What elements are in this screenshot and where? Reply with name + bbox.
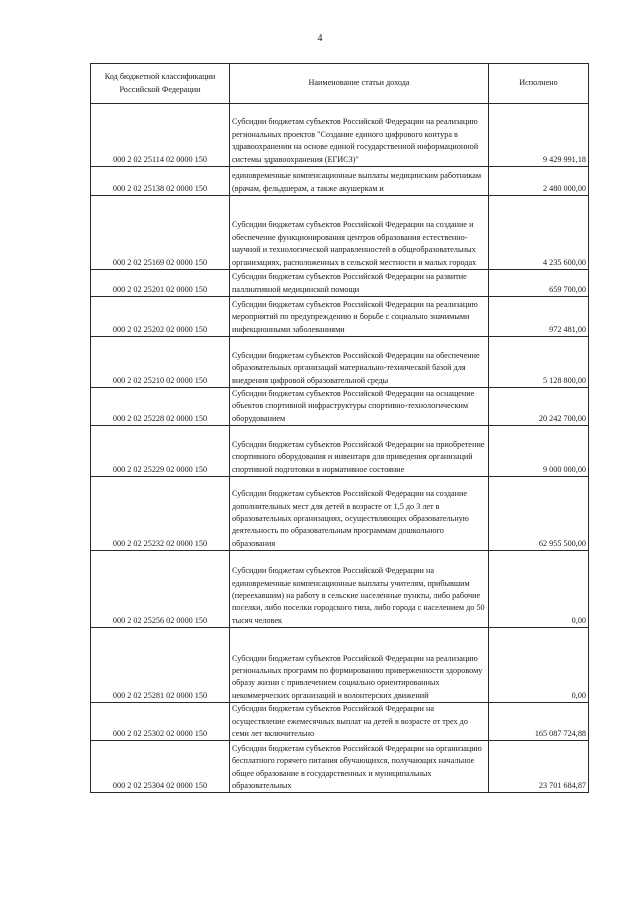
row-code: 000 2 02 25228 02 0000 150 — [91, 388, 230, 426]
row-name: Субсидии бюджетам субъектов Российской Федерации на оснащение объектов спортивной инфраструктуры спортивно-технологическим оборудованием — [230, 388, 489, 426]
row-code: 000 2 02 25281 02 0000 150 — [91, 628, 230, 703]
row-code: 000 2 02 25232 02 0000 150 — [91, 477, 230, 551]
row-code: 000 2 02 25138 02 0000 150 — [91, 167, 230, 196]
row-code: 000 2 02 25114 02 0000 150 — [91, 104, 230, 167]
row-executed: 659 700,00 — [489, 270, 589, 297]
table-row — [91, 167, 589, 196]
row-name: Субсидии бюджетам субъектов Российской Федерации на организацию бесплатного горячего питания обучающихся, получающих начальное общее образование в государственных и муниципальных образовательных — [230, 741, 489, 793]
row-name: Субсидии бюджетам субъектов Российской Федерации на приобретение спортивного оборудования и инвентаря для приведения организаций спортивной подготовки в нормативное состояние — [230, 426, 489, 477]
row-name: Субсидии бюджетам субъектов Российской Федерации на реализацию мероприятий по предупреждению и борьбе с социально значимыми инфекционными заболеваниями — [230, 297, 489, 337]
row-executed: 9 000 000,00 — [489, 426, 589, 477]
row-name: Субсидии бюджетам субъектов Российской Федерации на реализацию региональных проектов "Создание единого цифрового контура в здравоохранении на основе единой государственной информационной системы здравоохранения (ЕГИСЗ)" — [230, 104, 489, 167]
row-code: 000 2 02 25202 02 0000 150 — [91, 297, 230, 337]
row-code: 000 2 02 25229 02 0000 150 — [91, 426, 230, 477]
row-executed: 2 480 000,00 — [489, 167, 589, 196]
row-executed: 972 481,00 — [489, 297, 589, 337]
table-row — [91, 270, 589, 297]
table-row — [91, 703, 589, 741]
row-executed: 0,00 — [489, 628, 589, 703]
row-name: Субсидии бюджетам субъектов Российской Федерации на развитие паллиативной медицинской помощи — [230, 270, 489, 297]
row-executed: 5 128 800,00 — [489, 337, 589, 388]
header-executed: Исполнено — [489, 64, 589, 104]
table-row — [91, 741, 589, 793]
row-executed: 9 429 991,18 — [489, 104, 589, 167]
table-row — [91, 196, 589, 270]
row-name: Субсидии бюджетам субъектов Российской Федерации на реализацию региональных программ по формированию приверженности здоровому образу жизни с привлечением социально ориентированных некоммерческих организаций и волонтерских движений — [230, 628, 489, 703]
table-row — [91, 628, 589, 703]
row-code: 000 2 02 25256 02 0000 150 — [91, 551, 230, 628]
row-name: Субсидии бюджетам субъектов Российской Федерации на создание дополнительных мест для детей в возрасте от 1,5 до 3 лет в образовательных организациях, осуществляющих образовательную деятельность по образовательным программам дошкольного образования — [230, 477, 489, 551]
row-executed: 165 087 724,88 — [489, 703, 589, 741]
header-code: Код бюджетной классификации Российской Федерации — [91, 64, 230, 104]
revenue-table — [90, 63, 589, 793]
table-row — [91, 337, 589, 388]
table-row — [91, 297, 589, 337]
row-code: 000 2 02 25169 02 0000 150 — [91, 196, 230, 270]
row-executed: 0,00 — [489, 551, 589, 628]
row-name: Субсидии бюджетам субъектов Российской Федерации на создание и обеспечение функционирования центров образования естественно-научной и технологической направленностей в общеобразовательных организациях, расположенных в сельской местности и малых городах — [230, 196, 489, 270]
row-code: 000 2 02 25210 02 0000 150 — [91, 337, 230, 388]
table-row — [91, 551, 589, 628]
header-name: Наименование статьи дохода — [230, 64, 489, 104]
row-executed: 4 235 600,00 — [489, 196, 589, 270]
table-row — [91, 104, 589, 167]
row-executed: 23 701 684,87 — [489, 741, 589, 793]
table-row — [91, 388, 589, 426]
row-code: 000 2 02 25304 02 0000 150 — [91, 741, 230, 793]
row-name: Субсидии бюджетам субъектов Российской Федерации на осуществление ежемесячных выплат на детей в возрасте от трех до семи лет включительно — [230, 703, 489, 741]
table-row — [91, 426, 589, 477]
table-row — [91, 477, 589, 551]
row-name: Субсидии бюджетам субъектов Российской Федерации на единовременные компенсационные выплаты учителям, прибывшим (переехавшим) на работу в сельские населенные пункты, либо рабочие поселки, либо поселки городского типа, либо города с населением до 50 тысяч человек — [230, 551, 489, 628]
row-executed: 20 242 700,00 — [489, 388, 589, 426]
row-name: единовременные компенсационные выплаты медицинским работникам (врачам, фельдшерам, а также акушеркам и — [230, 167, 489, 196]
row-code: 000 2 02 25201 02 0000 150 — [91, 270, 230, 297]
table-header-row — [91, 64, 589, 104]
page-number: 4 — [317, 33, 323, 44]
row-executed: 62 955 500,00 — [489, 477, 589, 551]
row-name: Субсидии бюджетам субъектов Российской Федерации на обеспечение образовательных организаций материально-технической базой для внедрения цифровой образовательной среды — [230, 337, 489, 388]
row-code: 000 2 02 25302 02 0000 150 — [91, 703, 230, 741]
